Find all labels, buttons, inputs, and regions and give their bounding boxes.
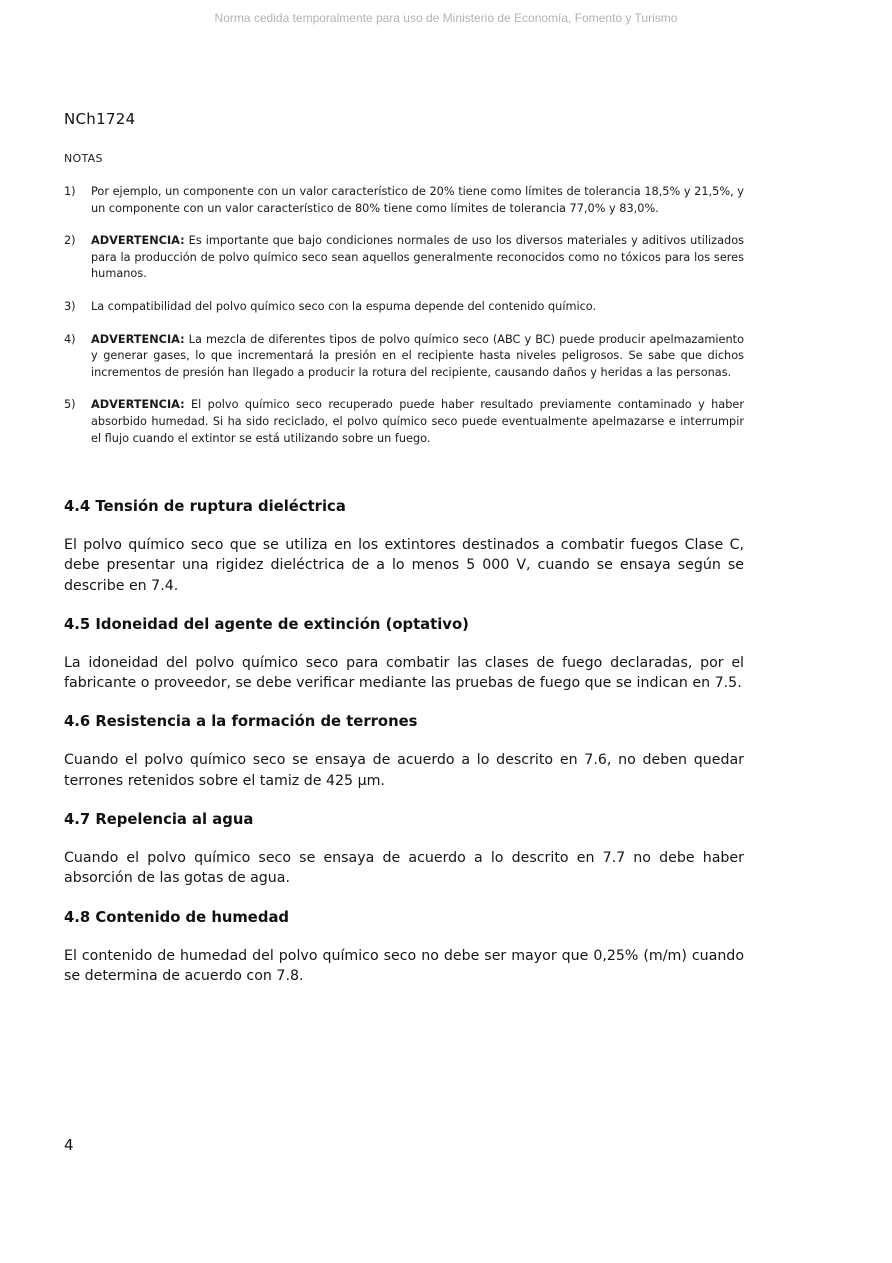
note-item xyxy=(64,184,744,217)
note-item xyxy=(64,299,744,316)
page-number: 4 xyxy=(64,1136,74,1154)
notes-list xyxy=(64,184,744,463)
note-text: Es importante que bajo condiciones normales de uso los diversos materiales y aditivos utilizados para la producción de polvo químico seco sean aquellos generalmente reconocidos como no tóxicos para los seres humanos. xyxy=(91,234,744,281)
section-body-4-8: El contenido de humedad del polvo químico seco no debe ser mayor que 0,25% (m/m) cuando se determina de acuerdo con 7.8. xyxy=(64,947,744,984)
note-number: 2) xyxy=(64,234,76,248)
note-item xyxy=(64,332,744,382)
watermark-text: Norma cedida temporalmente para uso de Ministerio de Economía, Fomento y Turismo xyxy=(214,11,678,25)
note-number: 1) xyxy=(64,185,76,198)
section-heading-4-7: 4.7 Repelencia al agua xyxy=(64,811,254,829)
note-text: La mezcla de diferentes tipos de polvo químico seco (ABC y BC) puede producir apelmazamiento y generar gases, lo que incrementará la presión en el recipiente hasta niveles peligrosos. Se sabe que dichos incrementos de presión han llegado a producir la rotura del recipiente, causando daños y heridas a las personas. xyxy=(91,332,744,379)
note-item xyxy=(64,397,744,447)
section-body-4-6: Cuando el polvo químico seco se ensaya de acuerdo a lo descrito en 7.6, no deben quedar terrones retenidos sobre el tamiz de 425 µm. xyxy=(64,752,744,789)
note-text: Por ejemplo, un componente con un valor característico de 20% tiene como límites de tolerancia 18,5% y 21,5%, y un componente con un valor característico de 80% tiene como límites de tolerancia 77,0% y 83,0%. xyxy=(91,185,744,215)
note-item xyxy=(64,233,744,283)
note-number: 3) xyxy=(64,299,76,313)
note-text: El polvo químico seco recuperado puede haber resultado previamente contaminado y haber absorbido humedad. Si ha sido reciclado, el polvo químico seco puede eventualmente apelmazarse e interrumpir el flujo cuando el extintor se está utilizando sobre un fuego. xyxy=(91,398,744,445)
note-text: La compatibilidad del polvo químico seco con la espuma depende del contenido químico. xyxy=(91,299,597,313)
section-heading-4-6: 4.6 Resistencia a la formación de terrones xyxy=(64,713,418,731)
section-heading-4-4: 4.4 Tensión de ruptura dieléctrica xyxy=(64,498,346,515)
note-number: 4) xyxy=(64,332,76,346)
note-warning-label: ADVERTENCIA: xyxy=(91,234,185,248)
section-heading-4-5: 4.5 Idoneidad del agente de extinción (optativo) xyxy=(64,615,469,633)
main-content xyxy=(64,498,744,1006)
notes-title: NOTAS xyxy=(64,152,103,165)
document-code: NCh1724 xyxy=(64,110,136,128)
section-body-4-7: Cuando el polvo químico seco se ensaya de acuerdo a lo descrito en 7.7 no debe haber absorción de las gotas de agua. xyxy=(64,850,744,887)
section-body-4-4: El polvo químico seco que se utiliza en los extintores destinados a combatir fuegos Clase C, debe presentar una rigidez dieléctrica de a lo menos 5 000 V, cuando se ensaya según se describe en 7.4. xyxy=(64,537,744,594)
note-number: 5) xyxy=(64,398,76,412)
note-warning-label: ADVERTENCIA: xyxy=(91,398,185,412)
section-body-4-5: La idoneidad del polvo químico seco para combatir las clases de fuego declaradas, por el fabricante o proveedor, se debe verificar mediante las pruebas de fuego que se indican en 7.5. xyxy=(64,654,744,692)
note-warning-label: ADVERTENCIA: xyxy=(91,332,185,346)
section-heading-4-8: 4.8 Contenido de humedad xyxy=(64,908,290,926)
